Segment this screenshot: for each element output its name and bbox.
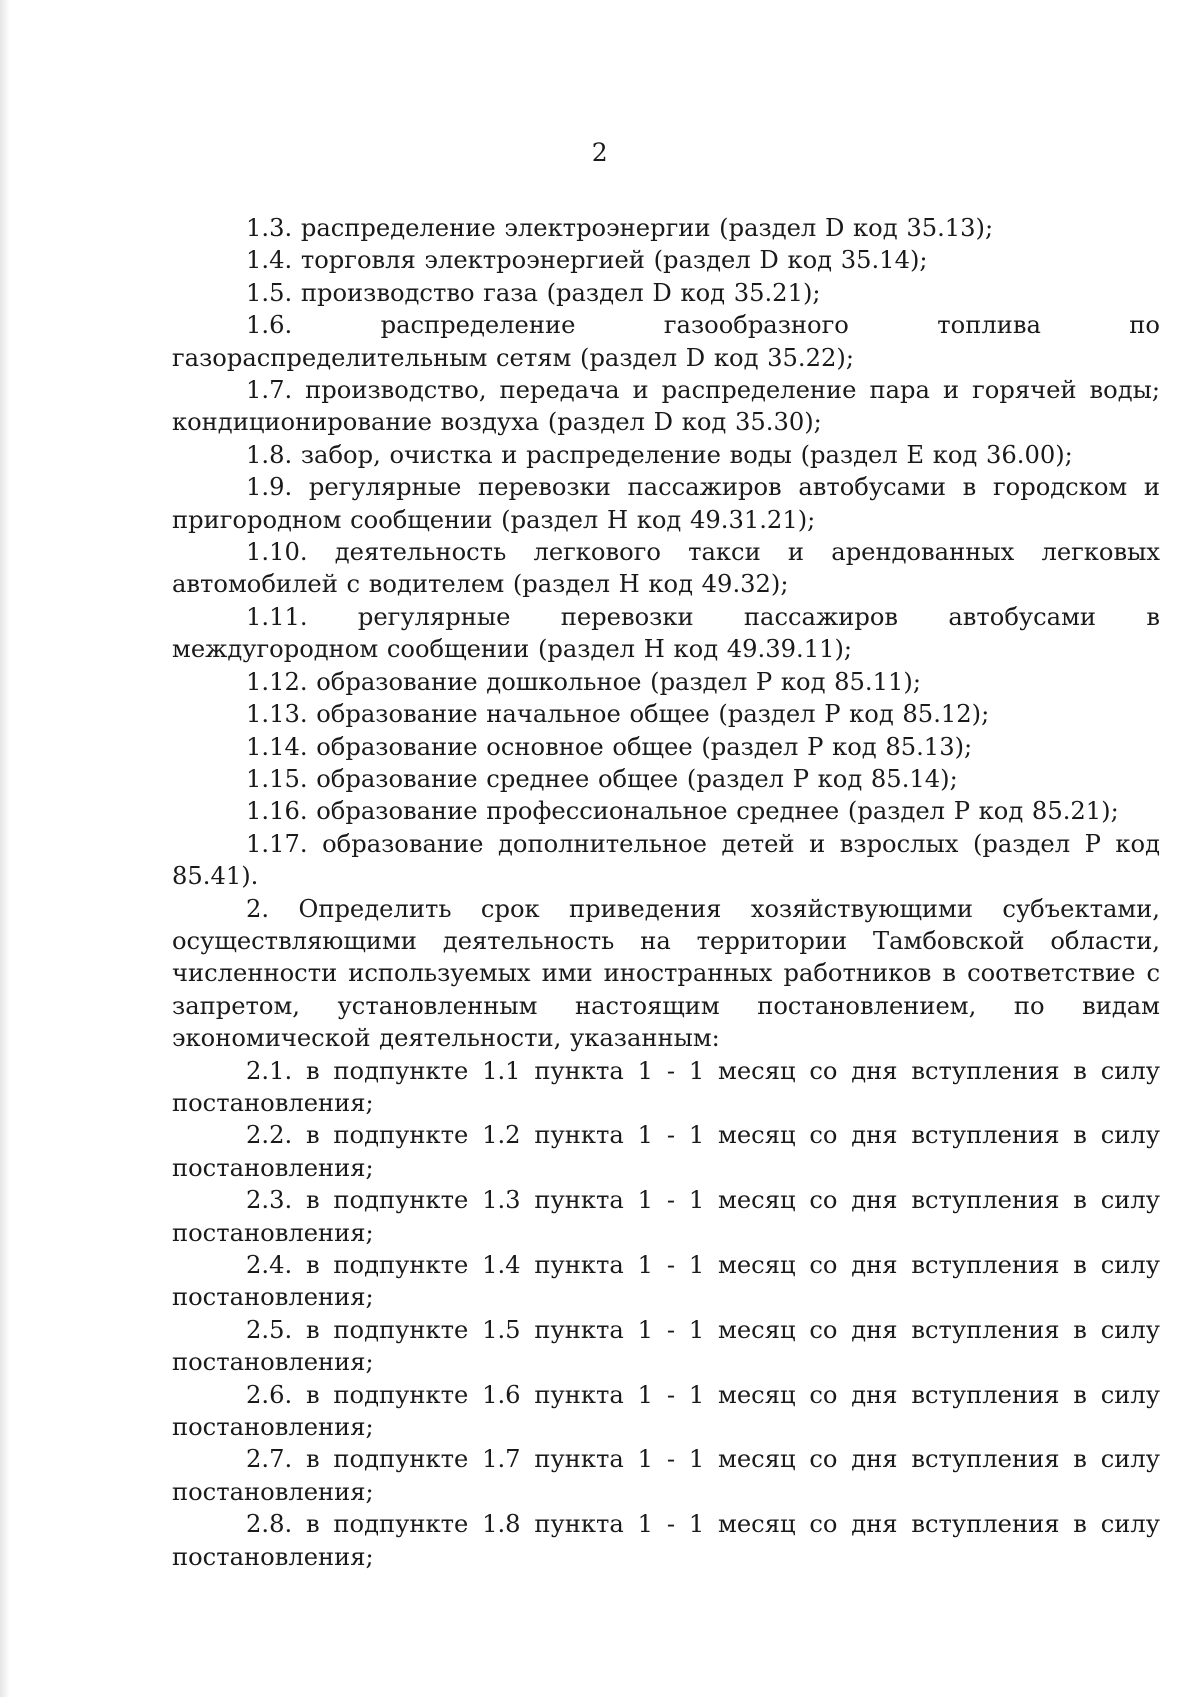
paragraph-1-6: 1.6. распределение газообразного топлива по газораспределительным сетям (раздел D код 35.22); xyxy=(172,311,1160,372)
paragraph-2-7: 2.7. в подпункте 1.7 пункта 1 - 1 месяц со дня вступления в силу постановления; xyxy=(172,1445,1160,1506)
paragraph-1-7: 1.7. производство, передача и распределение пара и горячей воды; кондиционирование воздуха (раздел D код 35.30); xyxy=(172,376,1160,437)
paragraph-1-10: 1.10. деятельность легкового такси и арендованных легковых автомобилей с водителем (раздел H код 49.32); xyxy=(172,538,1160,599)
paragraph-1-9: 1.9. регулярные перевозки пассажиров автобусами в городском и пригородном сообщении (раздел H код 49.31.21); xyxy=(172,473,1160,534)
paragraph-2-3: 2.3. в подпункте 1.3 пункта 1 - 1 месяц со дня вступления в силу постановления; xyxy=(172,1186,1160,1247)
paragraph-1-13: 1.13. образование начальное общее (раздел P код 85.12); xyxy=(246,700,990,729)
paragraph-2: 2. Определить срок приведения хозяйствующими субъектами, осуществляющими деятельность на территории Тамбовской области, численности используемых ими иностранных работников в соответствие с запретом, установленным настоящим постановлением, по видам экономической деятельности, указанным: xyxy=(172,894,1160,1053)
page-number: 2 xyxy=(591,138,609,167)
paragraph-1-4: 1.4. торговля электроэнергией (раздел D код 35.14); xyxy=(246,246,928,275)
paragraph-1-17: 1.17. образование дополнительное детей и взрослых (раздел P код 85.41). xyxy=(172,829,1160,891)
document-body xyxy=(172,212,1160,1573)
paragraph-1-11: 1.11. регулярные перевозки пассажиров автобусами в междугородном сообщении (раздел H код 49.39.11); xyxy=(172,602,1160,664)
paragraph-2-1: 2.1. в подпункте 1.1 пункта 1 - 1 месяц со дня вступления в силу постановления; xyxy=(172,1056,1160,1117)
paragraph-2-5: 2.5. в подпункте 1.5 пункта 1 - 1 месяц со дня вступления в силу постановления; xyxy=(172,1315,1160,1377)
paragraph-2-8: 2.8. в подпункте 1.8 пункта 1 - 1 месяц со дня вступления в силу постановления; xyxy=(172,1510,1160,1571)
paragraph-1-14: 1.14. образование основное общее (раздел P код 85.13); xyxy=(246,732,973,761)
paragraph-1-5: 1.5. производство газа (раздел D код 35.21); xyxy=(246,278,821,307)
paragraph-2-6: 2.6. в подпункте 1.6 пункта 1 - 1 месяц со дня вступления в силу постановления; xyxy=(172,1380,1160,1442)
paragraph-1-16: 1.16. образование профессиональное среднее (раздел P код 85.21); xyxy=(246,797,1119,826)
paragraph-2-4: 2.4. в подпункте 1.4 пункта 1 - 1 месяц со дня вступления в силу постановления; xyxy=(172,1251,1160,1312)
paragraph-1-15: 1.15. образование среднее общее (раздел P код 85.14); xyxy=(246,764,958,793)
paragraph-1-12: 1.12. образование дошкольное (раздел P код 85.11); xyxy=(246,667,921,696)
paragraph-1-8: 1.8. забор, очистка и распределение воды (раздел E код 36.00); xyxy=(246,440,1073,469)
paragraph-1-3: 1.3. распределение электроэнергии (раздел D код 35.13); xyxy=(246,214,994,242)
paragraph-2-2: 2.2. в подпункте 1.2 пункта 1 - 1 месяц со дня вступления в силу постановления; xyxy=(172,1121,1160,1182)
scan-edge xyxy=(0,0,10,1697)
